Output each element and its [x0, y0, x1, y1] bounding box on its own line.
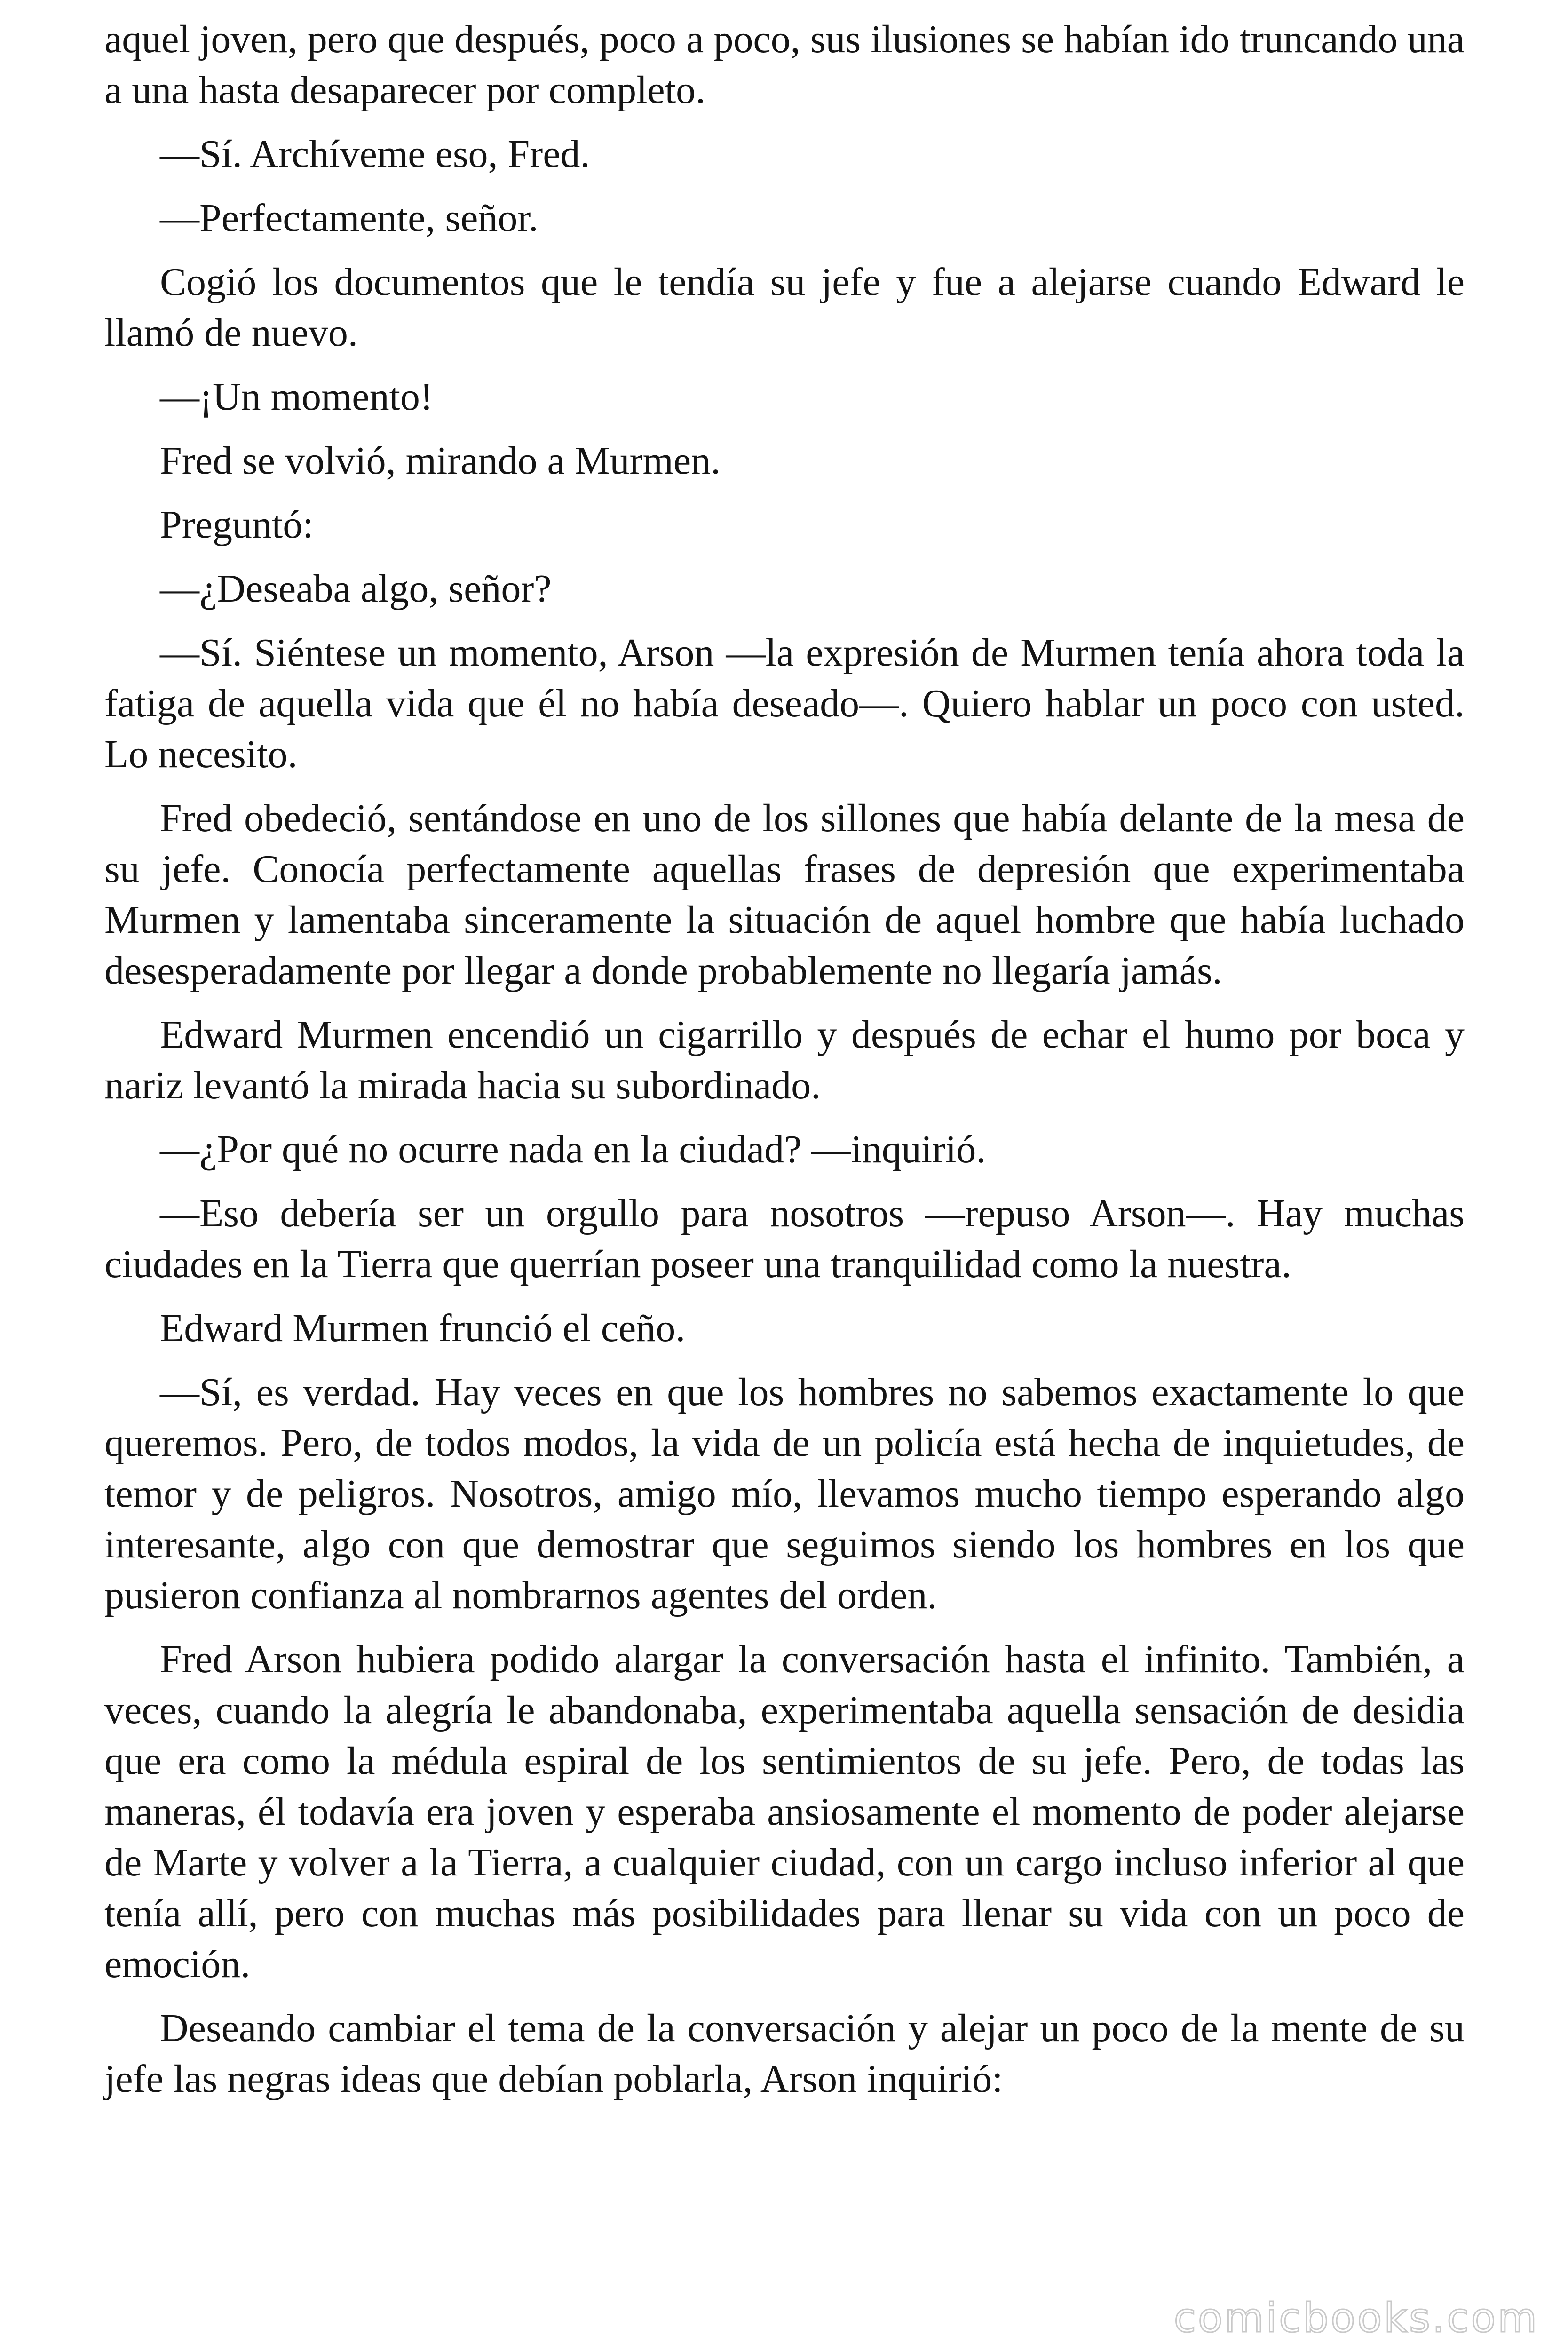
- paragraph: Fred se volvió, mirando a Murmen.: [160, 439, 721, 483]
- paragraph: —¿Por qué no ocurre nada en la ciudad? —inquirió.: [160, 1128, 986, 1171]
- paragraph: Fred obedeció, sentándose en uno de los sillones que había delante de la mesa de su jefe. Conocía perfectamente aquellas frases de depresión que experimentaba Murmen y lamentaba sinceramente la situación de aquel hombre que había luchado desesperadamente por llegar a donde probablemente no llegaría jamás.: [104, 796, 1465, 993]
- paragraph: Cogió los documentos que le tendía su jefe y fue a alejarse cuando Edward le llamó de nuevo.: [104, 260, 1465, 355]
- paragraph: Edward Murmen frunció el ceño.: [160, 1306, 686, 1350]
- paragraph: —Sí, es verdad. Hay veces en que los hombres no sabemos exactamente lo que queremos. Pero, de todos modos, la vida de un policía está hecha de inquietudes, de temor y de peligros. Nosotros, amigo mío, llevamos mucho tiempo esperando algo interesante, algo con que demostrar que seguimos siendo los hombres en los que pusieron confianza al nombrarnos agentes del orden.: [104, 1370, 1465, 1617]
- page-text: [104, 14, 1465, 2118]
- paragraph: Fred Arson hubiera podido alargar la conversación hasta el infinito. También, a veces, cuando la alegría le abandonaba, experimentaba aquella sensación de desidia que era como la médula espiral de los sentimientos de su jefe. Pero, de todas las maneras, él todavía era joven y esperaba ansiosamente el momento de poder alejarse de Marte y volver a la Tierra, a cualquier ciudad, con un cargo incluso inferior al que tenía allí, pero con muchas más posibilidades para llenar su vida con un poco de emoción.: [104, 1637, 1465, 1986]
- paragraph: Deseando cambiar el tema de la conversación y alejar un poco de la mente de su jefe las negras ideas que debían poblarla, Arson inquirió:: [104, 2006, 1465, 2101]
- paragraph-continuation: aquel joven, pero que después, poco a poco, sus ilusiones se habían ido truncando una a una hasta desaparecer por completo.: [104, 17, 1465, 112]
- paragraph: —¿Deseaba algo, señor?: [160, 567, 552, 611]
- paragraph: —¡Un momento!: [160, 375, 433, 419]
- paragraph: —Eso debería ser un orgullo para nosotros —repuso Arson—. Hay muchas ciudades en la Tierra que querrían poseer una tranquilidad como la nuestra.: [104, 1192, 1465, 1286]
- paragraph: —Perfectamente, señor.: [160, 196, 539, 240]
- paragraph: Preguntó:: [160, 503, 314, 547]
- paragraph: —Sí. Siéntese un momento, Arson —la expresión de Murmen tenía ahora toda la fatiga de aquella vida que él no había deseado—. Quiero hablar un poco con usted. Lo necesito.: [104, 631, 1465, 776]
- watermark: comicbooks.com: [1173, 2295, 1539, 2342]
- paragraph: Edward Murmen encendió un cigarrillo y después de echar el humo por boca y nariz levantó la mirada hacia su subordinado.: [104, 1013, 1465, 1107]
- paragraph: —Sí. Archíveme eso, Fred.: [160, 132, 590, 176]
